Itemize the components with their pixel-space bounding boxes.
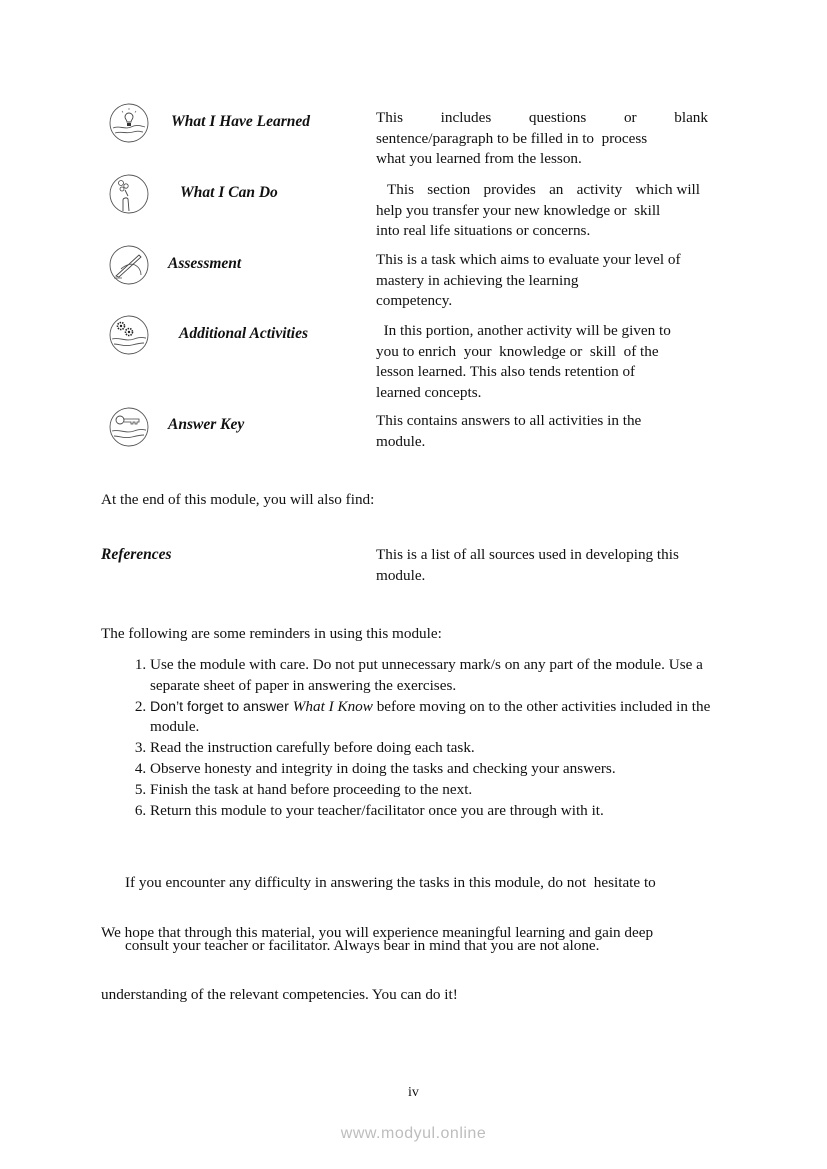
section-label: What I Can Do: [180, 184, 278, 201]
section-label: Additional Activities: [179, 325, 309, 342]
section-description: [376, 411, 712, 452]
description-line: [376, 108, 712, 129]
lightbulb-hand-icon: [109, 103, 149, 143]
paragraph-line: If you encounter any difficulty in answering the tasks in this module, do not hesitate to: [125, 874, 656, 891]
description-line: This section provides an activity which will: [387, 181, 700, 198]
end-of-module-intro: At the end of this module, you will also find:: [101, 491, 375, 508]
page-number: iv: [408, 1085, 419, 1100]
section-label: Answer Key: [168, 416, 245, 433]
section-description: [376, 180, 712, 242]
word: includes: [440, 109, 492, 126]
reminders-list: [125, 655, 750, 821]
section-description: [376, 321, 712, 403]
description-line: help you transfer your new knowledge or skill: [376, 201, 661, 219]
description-line: sentence/paragraph to be filled in to process: [376, 129, 648, 147]
description-line: module.: [376, 566, 426, 584]
section-description: [376, 108, 712, 170]
section-label: What I Have Learned: [171, 113, 311, 130]
reminder-item: 4. Observe honesty and integrity in doing the tasks and checking your answers.: [150, 759, 750, 780]
word: This: [376, 109, 404, 126]
reminder-suffix: before moving on to the other activities included in the module.: [150, 697, 711, 736]
description-line: This is a task which aims to evaluate your level of: [376, 251, 681, 268]
section-label: Assessment: [168, 255, 242, 272]
hand-with-gears-icon: [109, 315, 149, 355]
description-line: what you learned from the lesson.: [376, 150, 582, 167]
description-line: This is a list of all sources used in developing this: [376, 546, 679, 563]
word: blank: [674, 109, 708, 126]
watermark: www.modyul.online: [340, 1125, 487, 1142]
reminder-item: 1. Use the module with care. Do not put unnecessary mark/s on any part of the module. Use a separate sheet of paper in answering the exercises.: [150, 655, 750, 697]
reminder-prefix: Don’t forget to answer: [150, 698, 293, 715]
description-line: lesson learned. This also tends retention of: [376, 363, 636, 380]
hand-holding-gears-flower-icon: [109, 174, 149, 214]
hand-writing-pen-icon: [109, 245, 149, 285]
description-line: In this portion, another activity will be given to: [376, 322, 671, 339]
description-line: into real life situations or concerns.: [376, 222, 591, 239]
reminder-item: 6. Return this module to your teacher/facilitator once you are through with it.: [150, 801, 750, 822]
reminders-intro: The following are some reminders in using this module:: [101, 625, 442, 642]
description-line: This contains answers to all activities in the: [376, 412, 642, 429]
description-line: module.: [376, 432, 426, 450]
paragraph-line: consult your teacher or facilitator. Always bear in mind that you are not alone.: [125, 937, 600, 954]
description-line: learned concepts.: [376, 383, 482, 401]
references-label: References: [101, 546, 172, 563]
description-line: mastery in achieving the learning: [376, 271, 579, 289]
description-line: competency.: [376, 292, 453, 309]
description-line: you to enrich your knowledge or skill of the: [376, 342, 659, 360]
paragraph-line: understanding of the relevant competencies. You can do it!: [101, 985, 458, 1003]
paragraph-line: We hope that through this material, you will experience meaningful learning and gain deep: [101, 924, 654, 941]
reminder-item: 5. Finish the task at hand before proceeding to the next.: [150, 780, 750, 801]
reminder-item: [150, 697, 750, 739]
references-description: [376, 545, 712, 586]
hand-with-key-icon: [109, 407, 149, 447]
reminder-item: 3. Read the instruction carefully before doing each task.: [150, 738, 750, 759]
reminder-emphasis: What I Know: [292, 697, 373, 715]
section-description: [376, 250, 712, 312]
closing-paragraph: [101, 882, 653, 1026]
word: questions: [528, 109, 587, 126]
word: or: [623, 109, 637, 126]
